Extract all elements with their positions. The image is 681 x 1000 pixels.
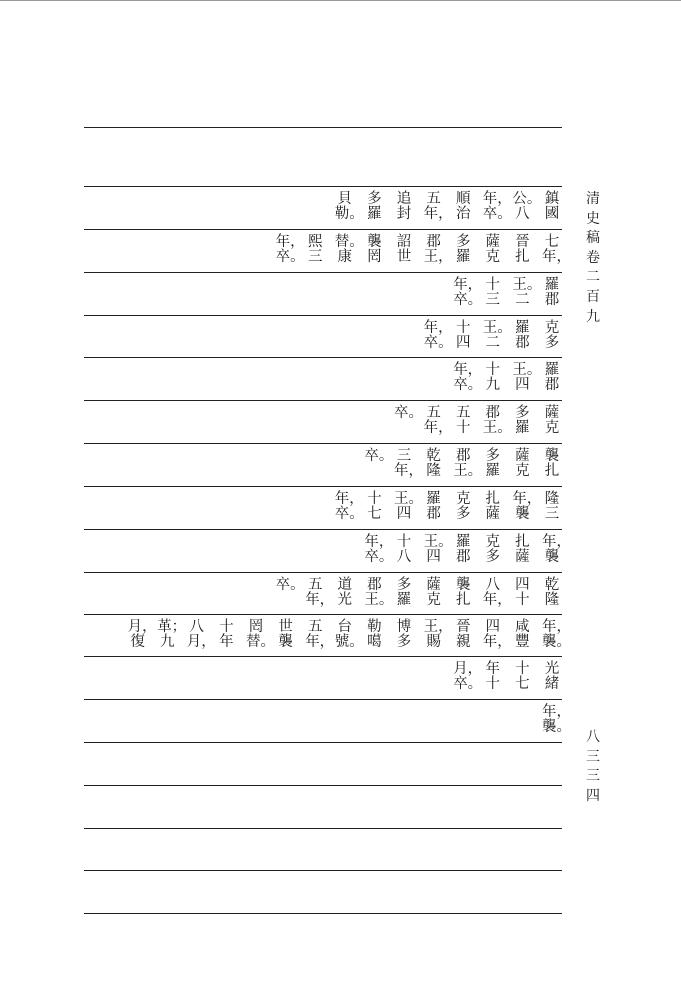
table-cell: 卒。: [275, 577, 305, 593]
table-cell: 王。 四: [423, 534, 453, 566]
table-cell: 王。 二: [512, 277, 542, 309]
table-cell: 道 光: [337, 577, 353, 609]
table-cell: 乾 隆: [426, 448, 441, 480]
row-divider: [84, 127, 562, 128]
table-cell: 羅 郡: [544, 362, 560, 394]
table-cell: 詔 世: [396, 234, 412, 266]
table-cell: 世 襲: [278, 619, 293, 651]
table-cell: 扎 薩: [515, 534, 530, 566]
table-cell: 羅 郡: [544, 277, 560, 309]
table-cell: 郡 王。: [364, 577, 394, 609]
table-cell: 光 緒: [544, 661, 560, 693]
table-cell: 隆 三: [544, 491, 560, 523]
table-cell: 年， 卒。: [364, 534, 394, 566]
page-number: 八三三四: [586, 729, 600, 804]
table-cell: 王， 賜: [423, 619, 453, 651]
table-cell: 七 年，: [542, 234, 571, 266]
table-cell: 五 年，: [423, 405, 453, 437]
scan-top-edge: [0, 0, 681, 1]
table-cell: 十 七: [367, 491, 382, 523]
row-divider: [84, 742, 562, 743]
table-cell: 年， 襲: [542, 534, 571, 566]
table-cell: 四 十: [515, 577, 530, 609]
row-divider: [84, 229, 562, 230]
table-cell: 罔 替。: [246, 619, 275, 651]
table-cell: 五 年，: [305, 619, 335, 651]
table-cell: 革； 九: [157, 619, 187, 651]
table-cell: 順 治: [455, 191, 471, 223]
table-cell: 晉 扎: [515, 234, 530, 266]
table-cell: 十 三: [485, 277, 501, 309]
table-cell: 四 年，: [482, 619, 512, 651]
table-cell: 博 多: [396, 619, 412, 651]
row-divider: [84, 357, 562, 358]
table-cell: 郡 王，: [423, 234, 453, 266]
table-cell: 王。 四: [394, 491, 423, 523]
table-cell: 乾 隆: [544, 577, 560, 609]
table-cell: 薩 克: [485, 234, 501, 266]
table-cell: 羅 郡: [455, 534, 471, 566]
table-cell: 年， 襲。: [542, 704, 571, 736]
table-cell: 十 七: [515, 661, 530, 693]
table-cell: 十 年: [219, 619, 234, 651]
table-cell: 卒。: [364, 448, 394, 464]
table-cell: 薩 克: [426, 577, 441, 609]
table-cell: 年， 卒。: [423, 320, 453, 352]
table-cell: 多 羅: [455, 234, 471, 266]
table-cell: 勒 噶: [367, 619, 382, 651]
row-divider: [84, 272, 562, 273]
table-cell: 五 年，: [305, 577, 335, 609]
row-divider: [84, 400, 562, 401]
table-cell: 薩 克: [515, 448, 530, 480]
table-cell: 克 多: [485, 534, 501, 566]
table-cell: 襲 罔: [367, 234, 382, 266]
table-cell: 克 多: [455, 491, 471, 523]
table-cell: 十 八: [396, 534, 412, 566]
table-cell: 替。 康: [334, 234, 364, 266]
table-cell: 公。 八: [512, 191, 542, 223]
table-cell: 月， 卒。: [453, 661, 483, 693]
table-cell: 年， 襲。: [542, 619, 571, 651]
row-divider: [84, 529, 562, 530]
table-cell: 熙 三: [307, 234, 323, 266]
table-cell: 克 多: [544, 320, 560, 352]
table-cell: 薩 克: [544, 405, 560, 437]
table-cell: 五 年，: [423, 191, 453, 223]
table-cell: 八 年，: [482, 577, 512, 609]
table-cell: 多 羅: [485, 448, 501, 480]
table-cell: 年， 卒。: [275, 234, 305, 266]
table-cell: 年， 卒。: [482, 191, 512, 223]
table-cell: 扎 薩: [485, 491, 501, 523]
table-cell: 多 羅: [396, 577, 412, 609]
table-cell: 郡 王。: [453, 448, 483, 480]
table-cell: 年 十: [485, 661, 501, 693]
table-cell: 晉 親: [455, 619, 471, 651]
table-cell: 羅 郡: [426, 491, 441, 523]
row-divider: [84, 828, 562, 829]
table-cell: 年， 襲: [512, 491, 542, 523]
row-divider: [84, 614, 562, 615]
row-divider: [84, 870, 562, 871]
row-divider: [84, 572, 562, 573]
table-cell: 鎮 國: [544, 191, 560, 223]
table-cell: 三 年，: [394, 448, 423, 480]
row-divider: [84, 443, 562, 444]
table-cell: 十 四: [455, 320, 471, 352]
table-cell: 郡 王。: [482, 405, 512, 437]
table-cell: 襲 扎: [544, 448, 560, 480]
table-cell: 卒。: [394, 405, 423, 421]
table-cell: 貝 勒。: [334, 191, 364, 223]
table-cell: 王。 四: [512, 362, 542, 394]
table-cell: 年， 卒。: [453, 362, 483, 394]
row-divider: [84, 785, 562, 786]
table-cell: 多 羅: [515, 405, 530, 437]
row-divider: [84, 486, 562, 487]
table-cell: 五 十: [455, 405, 471, 437]
table-cell: 八 月，: [186, 619, 216, 651]
row-divider: [84, 315, 562, 316]
row-divider: [84, 186, 562, 187]
table-cell: 台 號。: [334, 619, 364, 651]
table-cell: 月， 復: [127, 619, 157, 651]
row-divider: [84, 656, 562, 657]
row-divider: [84, 699, 562, 700]
table-cell: 襲 扎: [455, 577, 471, 609]
row-divider: [84, 913, 562, 914]
table-cell: 羅 郡: [515, 320, 530, 352]
table-cell: 年， 卒。: [334, 491, 364, 523]
table-cell: 王。 二: [482, 320, 512, 352]
table-cell: 十 九: [485, 362, 501, 394]
table-cell: 多 羅: [367, 191, 382, 223]
table-cell: 咸 豐: [515, 619, 530, 651]
side-title: 清史稿卷二百九: [586, 191, 600, 325]
table-cell: 年， 卒。: [453, 277, 483, 309]
table-cell: 追 封: [396, 191, 412, 223]
